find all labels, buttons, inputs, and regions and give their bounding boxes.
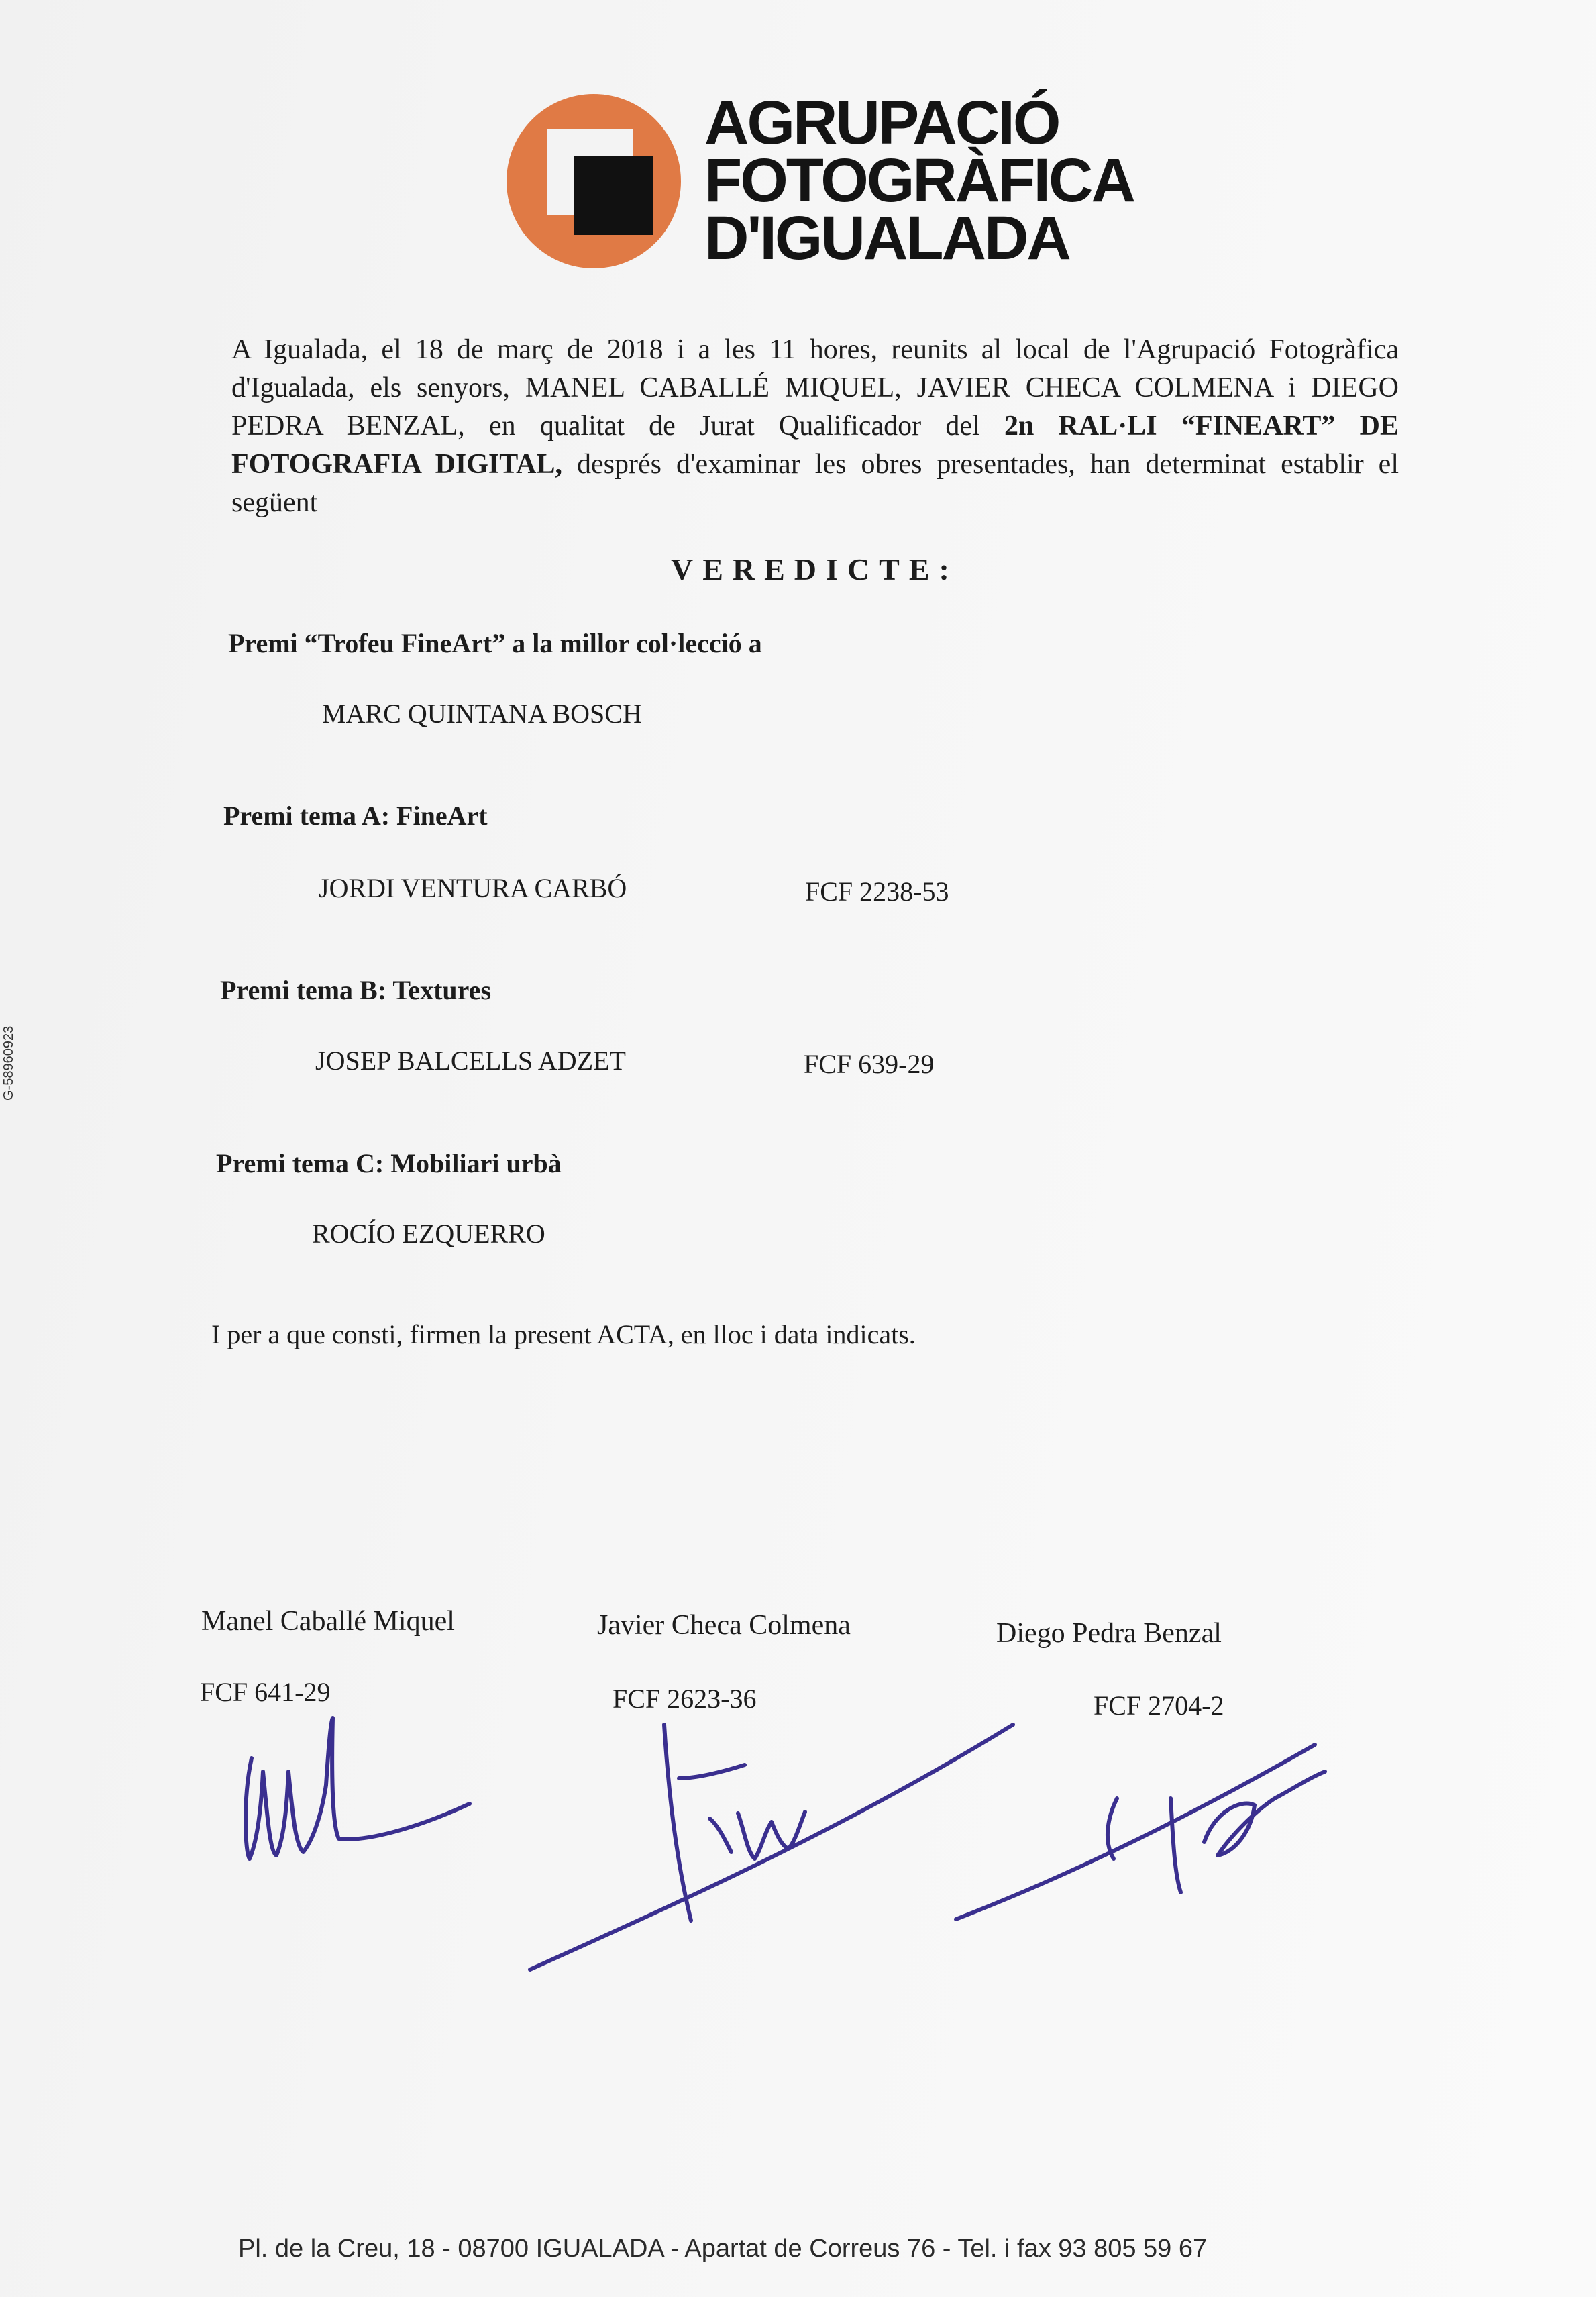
prize-winner-trofeu: MARC QUINTANA BOSCH — [322, 699, 642, 729]
prize-title-tema-a: Premi tema A: FineArt — [223, 801, 488, 831]
verdict-title: VEREDICTE: — [671, 552, 959, 586]
prize-fcf-tema-b: FCF 639-29 — [804, 1049, 935, 1079]
signer-fcf-2: FCF 2623-36 — [613, 1684, 757, 1714]
signer-name-1: Manel Caballé Miquel — [201, 1606, 455, 1637]
signature-3 — [956, 1745, 1325, 1919]
prize-winner-tema-c: ROCÍO EZQUERRO — [312, 1219, 545, 1249]
prize-title-tema-b: Premi tema B: Textures — [220, 975, 492, 1005]
footer-address: Pl. de la Creu, 18 - 08700 IGUALADA - Apartat de Correus 76 - Tel. i fax 93 805 59 67 — [238, 2235, 1208, 2263]
logo-line-2: FOTOGRÀFICA — [704, 146, 1134, 215]
prize-title-tema-c: Premi tema C: Mobiliari urbà — [216, 1148, 562, 1178]
signer-fcf-1: FCF 641-29 — [200, 1677, 331, 1707]
closing-statement: I per a que consti, firmen la present ACTA, en lloc i data indicats. — [211, 1319, 916, 1349]
intro-text-part2: després d'examinar les obres presentades, han determinat establir el següent — [231, 449, 1399, 518]
logo-line-3: D'IGUALADA — [704, 204, 1069, 272]
logo-mark-icon — [507, 94, 688, 268]
signer-name-2: Javier Checa Colmena — [597, 1610, 851, 1641]
signature-2 — [530, 1725, 1013, 1970]
signer-name-3: Diego Pedra Benzal — [996, 1618, 1222, 1649]
prize-winner-tema-a: JORDI VENTURA CARBÓ — [319, 873, 627, 903]
signer-fcf-3: FCF 2704-2 — [1094, 1690, 1224, 1721]
prize-fcf-tema-a: FCF 2238-53 — [805, 876, 949, 907]
intro-text-part1: A Igualada, el 18 de març de 2018 i a les 11 hores, reunits al local de l'Agrupació Fotogràfica d'Igualada, els senyors, MANEL CABALLÉ MIQUEL, JAVIER CHECA COLMENA i DIEGO PEDRA BENZAL, en qualitat de Jurat Qualificador del — [231, 334, 1399, 442]
prize-winner-tema-b: JOSEP BALCELLS ADZET — [315, 1045, 626, 1076]
prize-title-trofeu: Premi “Trofeu FineArt” a la millor col·lecció a — [228, 628, 762, 658]
signature-1 — [246, 1718, 470, 1859]
side-registration-code: G-58960923 — [1, 1025, 16, 1101]
logo-text — [704, 89, 1174, 272]
intro-paragraph — [231, 331, 1399, 522]
logo-line-1: AGRUPACIÓ — [704, 89, 1059, 157]
event-name: 2n RAL·LI “FINEART” DE FOTOGRAFIA DIGITAL, — [231, 411, 1399, 480]
logo-black-square — [574, 156, 653, 235]
organization-logo — [507, 89, 1177, 278]
